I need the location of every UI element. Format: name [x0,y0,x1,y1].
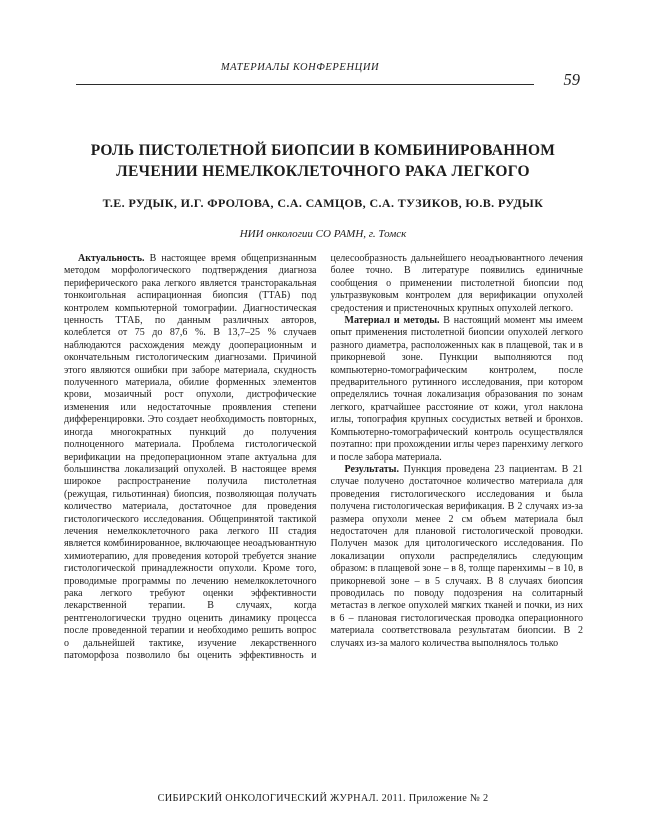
article-title-line-1: РОЛЬ ПИСТОЛЕТНОЙ БИОПСИИ В КОМБИНИРОВАННОМ [90,142,556,159]
paragraph-text: Пункция проведена 23 пациентам. В 21 случае получено достаточное количество материала для проведения гистологического исследования и была получена гистологическая верификация. В 2 случаях из-за размера опухоли менее 2 см объем материала был недостаточен для плановой гистологической проводки. Получен мазок для цитологического исследования. По локализации опухоли распределялись следующим образом: в плащевой зоне – в 8, толще паренхимы – в 10, в прикорневой зоне – в 5 случаях. В 8 случаях биопсия проводилась по поводу подозрения на солитарный метастаз в легкое опухолей мягких тканей и почки, из них в 6 – плановая гистологическая проводка операционного материала соответствовала результатам биопсии. В 2 случаях из-за малого количества выполнялось только [330,463,583,649]
page-number: 59 [563,70,580,89]
footer-text: СИБИРСКИЙ ОНКОЛОГИЧЕСКИЙ ЖУРНАЛ. 2011. Приложение № 2 [157,793,489,804]
paragraph-material-i-metody [331,315,584,464]
running-header [64,62,582,89]
paragraph-text: В настоящий момент мы имеем опыт применения пистолетной биопсии опухолей легкого разного диаметра, расположенных как в плащевой, так и в прикорневой зоне. Пункции выполняются под компьютерно-томографическим контролем, после предварительного рутинного исследования, при котором определялись точная локализация образования по зонам легкого, кратчайшее расстояние от кожи, угол наклона иглы, топография крупных сосудистых ветвей и бронхов. Компьютерно-томографический контроль осуществлялся поэтапно: при прохождении иглы через паренхиму легкого и после забора материала. [330,315,583,463]
paragraph-lead: Актуальность. [78,253,145,264]
paragraph-lead: Материал и методы. [344,315,440,327]
page-footer [0,793,646,804]
paragraph-text: В настоящее время общепризнанным методом морфологического подтверждения диагноза периферического рака легкого является трансторакальная тонкоигольная аспирационная биопсия (ТТАБ) под контролем компьютерной томографии. Диагностическая ценность ТТАБ, по данным различных авторов, колеблется от 75 до 87,6 %. В 13,7–25 % случаев наблюдаются расхождения между дооперационным и окончательным гистологическим диагнозами. Причиной этого являются ошибки при заборе материала, скудность полученного материала, обилие форменных элементов крови, мозаичный рост опухоли, дистрофические изменения или недостаточные проявления степени дифференцировки. Это создает необходимость повторных, иногда многократных пункций до получения полноценного материала. Проблема гистологической верификации на предоперационном этапе актуальна для большинства локализаций опухолей. В настоящее время широкое распространение получила пистолетная (режущая, гильотинная) биопсия, позволяющая получать количество материала, достаточное для проведения гистологического исследования. Общепринятой тактикой лечения немелкоклеточного рака легкого III стадия является комбинированное, включающее неоадъювантную химиотерапию, для проведения которой требуется знание гистологической принадлежности опухоли. Кроме того, проводимые программы по лечению немелкоклеточного рака легкого требуют оценки эффективности лекарственной терапии. В случаях, когда рентгенологически трудно оценить динамику процесса после проведенной терапии и необходимо решить вопрос о дальнейшей тактике, изучение лекарственного патоморфоза позволило бы оценить эффективность и целесообразность дальнейшего неоадъювантного лечения более точно. В литературе появились единичные сообщения о применении пистолетной биопсии под ультразвуковым контролем для верификации опухолей средостения и пристеночных крупных опухолей легкого. [64,253,583,661]
paragraph-rezultaty [331,464,584,650]
article-title [40,140,606,182]
affiliation-line: НИИ онкологии СО РАМН, г. Томск [239,228,407,240]
authors-line: Т.Е. РУДЫК, И.Г. ФРОЛОВА, С.А. САМЦОВ, С.А. ТУЗИКОВ, Ю.В. РУДЫК [102,196,544,210]
article-title-line-2: ЛЕЧЕНИИ НЕМЕЛКОКЛЕТОЧНОГО РАКА ЛЕГКОГО [116,163,530,180]
header-rule [76,84,534,85]
paragraph-lead: Результаты. [344,463,399,475]
running-title: МАТЕРИАЛЫ КОНФЕРЕНЦИИ [220,62,380,73]
article-body [64,253,583,662]
